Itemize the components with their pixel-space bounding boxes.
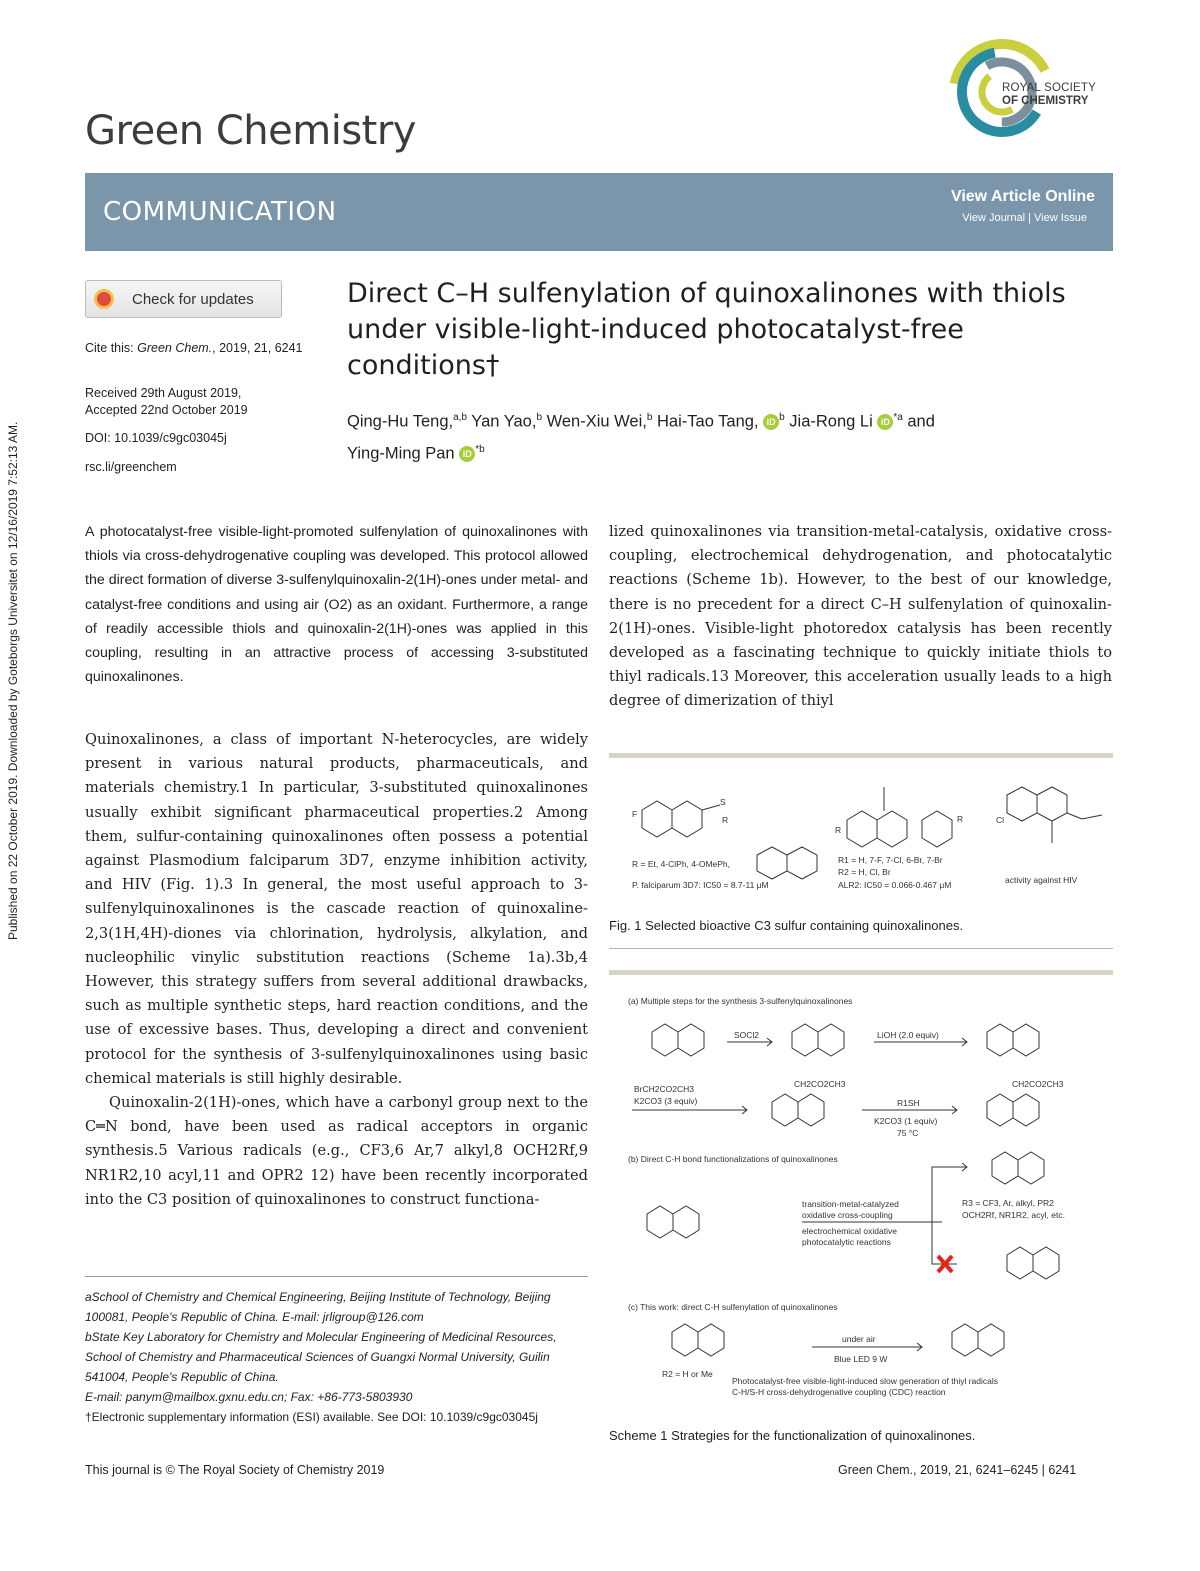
scheme-substituents: R3 = CF3, Ar, alkyl, PR2 bbox=[962, 1198, 1054, 1208]
body-paragraph: Quinoxalin-2(1H)-ones, which have a carbonyl group next to the C═N bond, have been used as radical acceptors in organic synthesis.5 Various radicals (e.g., CF3,6 Ar,7 alkyl,8 OCH2Rf,9 NR1R2,10 acyl,11 and OPR2 12) have been recently incorporated into the C3 position of quinoxalinones to construct functiona- bbox=[85, 1094, 588, 1208]
fig1-atom-label: R bbox=[722, 815, 729, 825]
orcid-icon[interactable]: iD bbox=[763, 414, 779, 430]
body-text-right bbox=[609, 520, 1112, 714]
body-paragraph: Quinoxalinones, a class of important N-heterocycles, are widely present in various natural products, pharmaceuticals, and materials chemistry.1 In particular, 3-substituted quinoxalinones usually exhibit significant pharmaceutical properties.2 Among them, sulfur-containing quinoxalinones often possess a potential against Plasmodium falciparum 3D7, enzyme inhibition activity, and HIV (Fig. 1).3 In general, the most useful approach to 3-sulfenylquinoxalinones is the cascade reaction of quinoxaline-2,3(1H,4H)-diones via chlorination, hydrolysis, alkylation, and nucleophilic vinylic substitution reactions (Scheme 1a).3b,4 However, this strategy suffers from several additional drawbacks, such as multiple synthetic steps, hard reaction conditions, and the use of excessive bases. Thus, developing a direct and convenient protocol for the synthesis of 3-sulfenylquinoxalinones using basic chemical materials is still highly desirable. bbox=[85, 731, 588, 1087]
scheme-condition: photocatalytic reactions bbox=[802, 1237, 891, 1247]
doi[interactable]: DOI: 10.1039/c9gc03045j bbox=[85, 431, 227, 445]
footnotes bbox=[85, 1287, 588, 1427]
check-updates-label: Check for updates bbox=[132, 291, 254, 308]
scheme-substituents: OCH2Rf, NR1R2, acyl, etc. bbox=[962, 1210, 1065, 1220]
section-label: COMMUNICATION bbox=[103, 197, 337, 227]
author-name[interactable]: Ying-Ming Pan bbox=[347, 444, 455, 462]
affiliation-mark: *b bbox=[475, 443, 485, 455]
fig1-atom-label: S bbox=[720, 797, 726, 807]
fig1-label: ALR2: IC50 = 0.066-0.467 μM bbox=[838, 880, 952, 890]
abstract: A photocatalyst-free visible-light-promoted sulfenylation of quinoxalinones with thiols via cross-dehydrogenative coupling was developed. This protocol allowed the direct formation of diverse 3-sulfenylquinoxalin-2(1H)-ones under metal- and catalyst-free conditions and using air (O2) as an oxidant. Furthermore, a range of readily accessible thiols and quinoxalin-2(1H)-ones was applied in this coupling, resulting in an attractive process of accessing 3-substituted quinoxalinones. bbox=[85, 524, 588, 686]
scheme-1-reactions[interactable] bbox=[612, 992, 1112, 1417]
fig1-label: R2 = H, Cl, Br bbox=[838, 867, 891, 877]
check-updates-button[interactable] bbox=[85, 280, 282, 318]
logo-line1: ROYAL SOCIETY bbox=[1002, 82, 1096, 94]
view-article-online-link[interactable]: View Article Online bbox=[950, 188, 1095, 205]
accepted-date: Accepted 22nd October 2019 bbox=[85, 403, 248, 417]
scheme-condition: oxidative cross-coupling bbox=[802, 1210, 893, 1220]
scheme-part-c-label: (c) This work: direct C-H sulfenylation of quinoxalinones bbox=[628, 1302, 838, 1312]
scheme-reagent: K2CO3 (1 equiv) bbox=[874, 1116, 938, 1126]
scheme-top-rule bbox=[609, 970, 1113, 975]
cite-label: Cite this: bbox=[85, 341, 134, 355]
logo-line2: OF CHEMISTRY bbox=[1002, 95, 1089, 107]
rsc-logo[interactable] bbox=[950, 38, 1120, 146]
scheme-reagent: CH2CO2CH3 bbox=[794, 1079, 846, 1089]
figure-bottom-rule bbox=[609, 948, 1113, 949]
orcid-icon[interactable]: iD bbox=[459, 446, 475, 462]
journal-url[interactable]: rsc.li/greenchem bbox=[85, 460, 177, 474]
footnote-affiliation-b: bState Key Laboratory for Chemistry and Molecular Engineering of Medicinal Resources, School of Chemistry and Pharmaceutical Sciences of Guangxi Normal University, Guilin 541004, People's Republic of China. bbox=[85, 1330, 557, 1384]
affiliation-mark: b bbox=[536, 412, 542, 423]
scheme-substituents: R2 = H or Me bbox=[662, 1369, 713, 1379]
author-name[interactable]: Hai-Tao Tang, bbox=[657, 412, 759, 431]
scheme-reagent: SOCl2 bbox=[734, 1030, 760, 1040]
footnote-esi[interactable]: †Electronic supplementary information (ESI) available. See DOI: 10.1039/c9gc03045j bbox=[85, 1410, 538, 1424]
scheme-reagent: 75 °C bbox=[897, 1128, 919, 1138]
orcid-icon[interactable]: iD bbox=[877, 414, 893, 430]
author-name[interactable]: Qing-Hu Teng, bbox=[347, 412, 454, 431]
article-title: Direct C–H sulfenylation of quinoxalinones with thiols under visible-light-induced photocatalyst-free conditions† bbox=[347, 278, 1066, 381]
view-journal-issue-links[interactable]: View Journal | View Issue bbox=[962, 212, 1087, 224]
citation bbox=[85, 340, 305, 357]
body-paragraph: lized quinoxalinones via transition-metal-catalysis, oxidative cross-coupling, electrochemical dehydrogenation, and photocatalytic reactions (Scheme 1b). However, to the best of our knowledge, there is no precedent for a direct C–H sulfenylation of quinoxalin-2(1H)-ones. Visible-light photoredox catalysis has been recently developed as a fascinating technique to quickly initiate thiols to thiyl radicals.13 Moreover, this acceleration usually leads to a high degree of dimerization of thiyl bbox=[609, 523, 1112, 710]
footer-citation: Green Chem., 2019, 21, 6241–6245 | 6241 bbox=[838, 1463, 1077, 1477]
fig1-atom-label: R bbox=[957, 814, 964, 824]
figure-1-structures[interactable] bbox=[612, 775, 1112, 900]
scheme-condition: transition-metal-catalyzed bbox=[802, 1199, 899, 1209]
scheme-reagent: BrCH2CO2CH3 bbox=[634, 1084, 694, 1094]
author-conjunction: and bbox=[902, 412, 935, 431]
figure-1-caption: Fig. 1 Selected bioactive C3 sulfur containing quinoxalinones. bbox=[609, 918, 964, 933]
scheme-part-b-label: (b) Direct C-H bond functionalizations of quinoxalinones bbox=[628, 1154, 838, 1164]
figure-top-rule bbox=[609, 753, 1113, 758]
journal-title[interactable]: Green Chemistry bbox=[85, 108, 416, 154]
footnote-email: E-mail: panym@mailbox.gxnu.edu.cn; Fax: +86-773-5803930 bbox=[85, 1390, 413, 1404]
fig1-label: R1 = H, 7-F, 7-Cl, 6-Br, 7-Br bbox=[838, 855, 943, 865]
fig1-atom-label: Cl bbox=[996, 815, 1005, 825]
scheme-note: Photocatalyst-free visible-light-induced slow generation of thiyl radicals bbox=[732, 1376, 998, 1386]
footer-copyright: This journal is © The Royal Society of Chemistry 2019 bbox=[85, 1463, 385, 1477]
footnote-rule bbox=[85, 1276, 588, 1277]
author-name[interactable]: Yan Yao, bbox=[471, 412, 537, 431]
body-text-left bbox=[85, 728, 588, 1212]
scheme-reagent: CH2CO2CH3 bbox=[1012, 1079, 1064, 1089]
cite-details: , 2019, 21, 6241 bbox=[212, 341, 303, 355]
section-banner bbox=[85, 173, 1113, 251]
fig1-atom-label: F bbox=[632, 809, 638, 819]
fig1-label: R = Et, 4-ClPh, 4-OMePh, bbox=[632, 859, 731, 869]
author-name[interactable]: Wen-Xiu Wei, bbox=[546, 412, 647, 431]
fig1-label: P. falciparum 3D7: IC50 = 8.7-11 μM bbox=[632, 880, 769, 890]
affiliation-mark: b bbox=[646, 412, 653, 423]
crossmark-icon bbox=[94, 289, 114, 309]
scheme-reagent: K2CO3 (3 equiv) bbox=[634, 1096, 698, 1106]
scheme-1-caption: Scheme 1 Strategies for the functionalization of quinoxalinones. bbox=[609, 1428, 976, 1443]
affiliation-mark: b bbox=[779, 412, 785, 423]
fig1-atom-label: R bbox=[835, 825, 842, 835]
fig1-label: activity against HIV bbox=[1005, 875, 1078, 885]
author-name[interactable]: Jia-Rong Li bbox=[789, 412, 873, 431]
affiliation-mark: a,b bbox=[453, 412, 467, 423]
author-list bbox=[347, 404, 1117, 467]
received-date: Received 29th August 2019, bbox=[85, 386, 242, 400]
affiliation-mark: *a bbox=[893, 412, 903, 423]
scheme-condition: Blue LED 9 W bbox=[834, 1354, 888, 1364]
download-note: Published on 22 October 2019. Downloaded by Goteborgs Universitet on 12/16/2019 7:52:13 AM. bbox=[6, 421, 20, 940]
scheme-condition: electrochemical oxidative bbox=[802, 1226, 897, 1236]
scheme-note: C-H/S-H cross-dehydrogenative coupling (CDC) reaction bbox=[732, 1387, 946, 1397]
scheme-part-a-label: (a) Multiple steps for the synthesis 3-sulfenylquinoxalinones bbox=[628, 996, 853, 1006]
scheme-condition: under air bbox=[842, 1334, 876, 1344]
scheme-reagent: LiOH (2.0 equiv) bbox=[877, 1030, 939, 1040]
scheme-reagent: R1SH bbox=[897, 1098, 920, 1108]
cite-journal: Green Chem. bbox=[137, 341, 213, 355]
footnote-affiliation-a: aSchool of Chemistry and Chemical Engineering, Beijing Institute of Technology, Beijing 100081, People's Republic of China. E-mail: jrligroup@126.com bbox=[85, 1290, 551, 1324]
